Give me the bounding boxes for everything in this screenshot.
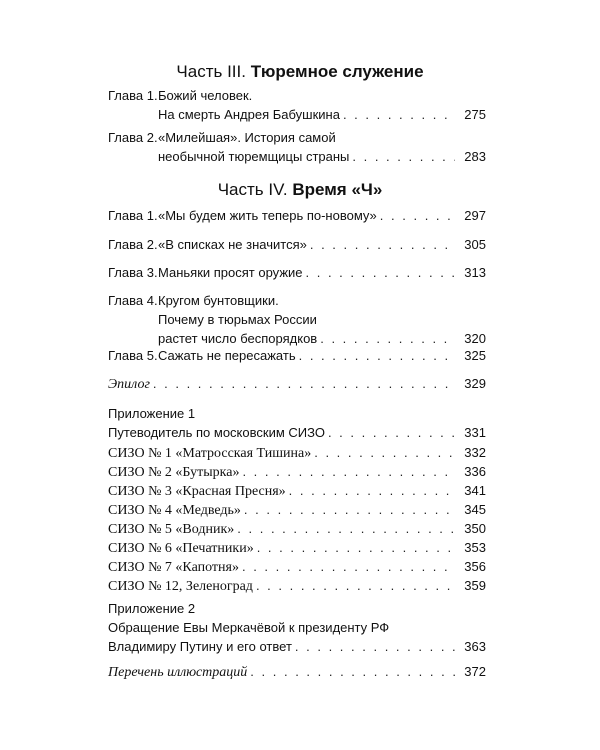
dot-leader [343,105,455,124]
page-number: 353 [464,540,486,555]
page-number: 372 [464,664,486,679]
toc-entry-illustrations[interactable] [108,662,486,681]
chapter-title-line: Маньяки просят оружие [158,265,303,280]
sizo-name: СИЗО № 7 «Капотня» [108,560,239,575]
toc-entry-p3-ch2[interactable] [108,128,486,166]
sizo-name: СИЗО № 5 «Водник» [108,522,235,537]
list-item[interactable] [108,462,486,481]
page-number: 350 [464,521,486,536]
chapter-label: Глава 1. [108,208,158,223]
sizo-name: СИЗО № 12, Зеленоград [108,579,253,594]
appendix-title-line: Обращение Евы Меркачёвой к президенту РФ [108,620,390,635]
page-number: 341 [464,483,486,498]
toc-entry-p4-ch4[interactable] [108,291,486,348]
dot-leader [257,538,455,557]
page-number: 363 [464,639,486,654]
chapter-label: Глава 1. [108,88,158,103]
page-number: 313 [464,265,486,280]
dot-leader [242,557,455,576]
sizo-name: СИЗО № 2 «Бутырка» [108,465,240,480]
page-number: 336 [464,464,486,479]
page-number: 305 [464,237,486,252]
chapter-title-line: Кругом бунтовщики. [158,293,279,308]
sizo-name: СИЗО № 6 «Печатники» [108,541,254,556]
chapter-label: Глава 3. [108,265,158,280]
chapter-title-line: Сажать не пересажать [158,348,296,363]
page-number: 359 [464,578,486,593]
dot-leader [314,443,455,462]
dot-leader [352,147,455,166]
toc-entry-epilogue[interactable] [108,374,486,393]
chapter-title-line: «В списках не значится» [158,237,307,252]
page-number: 297 [464,208,486,223]
chapter-title-line: «Милейшая». История самой [158,130,336,145]
part-4-heading [0,180,600,200]
page-number: 283 [464,149,486,164]
appendix-title: Путеводитель по московским СИЗО [108,425,325,440]
chapter-label: Глава 4. [108,293,158,308]
toc-entry-appendix-1[interactable] [108,404,486,442]
dot-leader [289,481,455,500]
dot-leader [237,519,455,538]
sizo-name: СИЗО № 3 «Красная Пресня» [108,484,286,499]
page-number: 320 [464,331,486,346]
list-item[interactable] [108,557,486,576]
page-number: 331 [464,425,486,440]
dot-leader [250,662,455,681]
page-number: 325 [464,348,486,363]
page-number: 345 [464,502,486,517]
page-number: 275 [464,107,486,122]
epilogue-title: Эпилог [108,377,150,392]
appendix-heading: Приложение 1 [108,406,196,421]
chapter-title-line: Божий человек. [158,88,253,103]
list-item[interactable] [108,443,486,462]
part-4-title: Время «Ч» [292,180,383,199]
toc-entry-p4-ch2[interactable] [108,235,486,254]
dot-leader [153,374,455,393]
appendix-title-line: Владимиру Путину и его ответ [108,639,292,654]
illustrations-title: Перечень иллюстраций [108,665,248,680]
chapter-title-line: Почему в тюрьмах России [158,312,317,327]
part-4-prefix: Часть IV. [217,180,288,199]
chapter-label: Глава 2. [108,130,158,145]
dot-leader [256,576,455,595]
list-item[interactable] [108,538,486,557]
toc-entry-p4-ch3[interactable] [108,263,486,282]
toc-entry-p4-ch5[interactable] [108,346,486,365]
dot-leader [310,235,455,254]
sizo-name: СИЗО № 4 «Медведь» [108,503,241,518]
list-item[interactable] [108,481,486,500]
chapter-title-line: «Мы будем жить теперь по-новому» [158,208,377,223]
chapter-title-line: необычной тюремщицы страны [158,149,350,164]
chapter-title-line: растет число беспорядков [158,331,318,346]
page-number: 356 [464,559,486,574]
list-item[interactable] [108,519,486,538]
part-3-title: Тюремное служение [250,62,424,81]
list-item[interactable] [108,576,486,595]
dot-leader [328,423,455,442]
toc-entry-appendix-2[interactable] [108,599,486,656]
dot-leader [242,462,455,481]
toc-entry-p3-ch1[interactable] [108,86,486,124]
part-3-prefix: Часть III. [176,62,246,81]
chapter-label: Глава 2. [108,237,158,252]
dot-leader [295,637,455,656]
chapter-label: Глава 5. [108,348,158,363]
chapter-title-line: На смерть Андрея Бабушкина [158,107,340,122]
toc-entry-p4-ch1[interactable] [108,206,486,225]
page-number: 329 [464,376,486,391]
dot-leader [244,500,455,519]
part-3-heading [0,62,600,82]
dot-leader [306,263,455,282]
list-item[interactable] [108,500,486,519]
sizo-name: СИЗО № 1 «Матросская Тишина» [108,446,312,461]
sizo-list [108,443,486,595]
dot-leader [380,206,455,225]
page-number: 332 [464,445,486,460]
dot-leader [299,346,455,365]
appendix-heading: Приложение 2 [108,601,196,616]
